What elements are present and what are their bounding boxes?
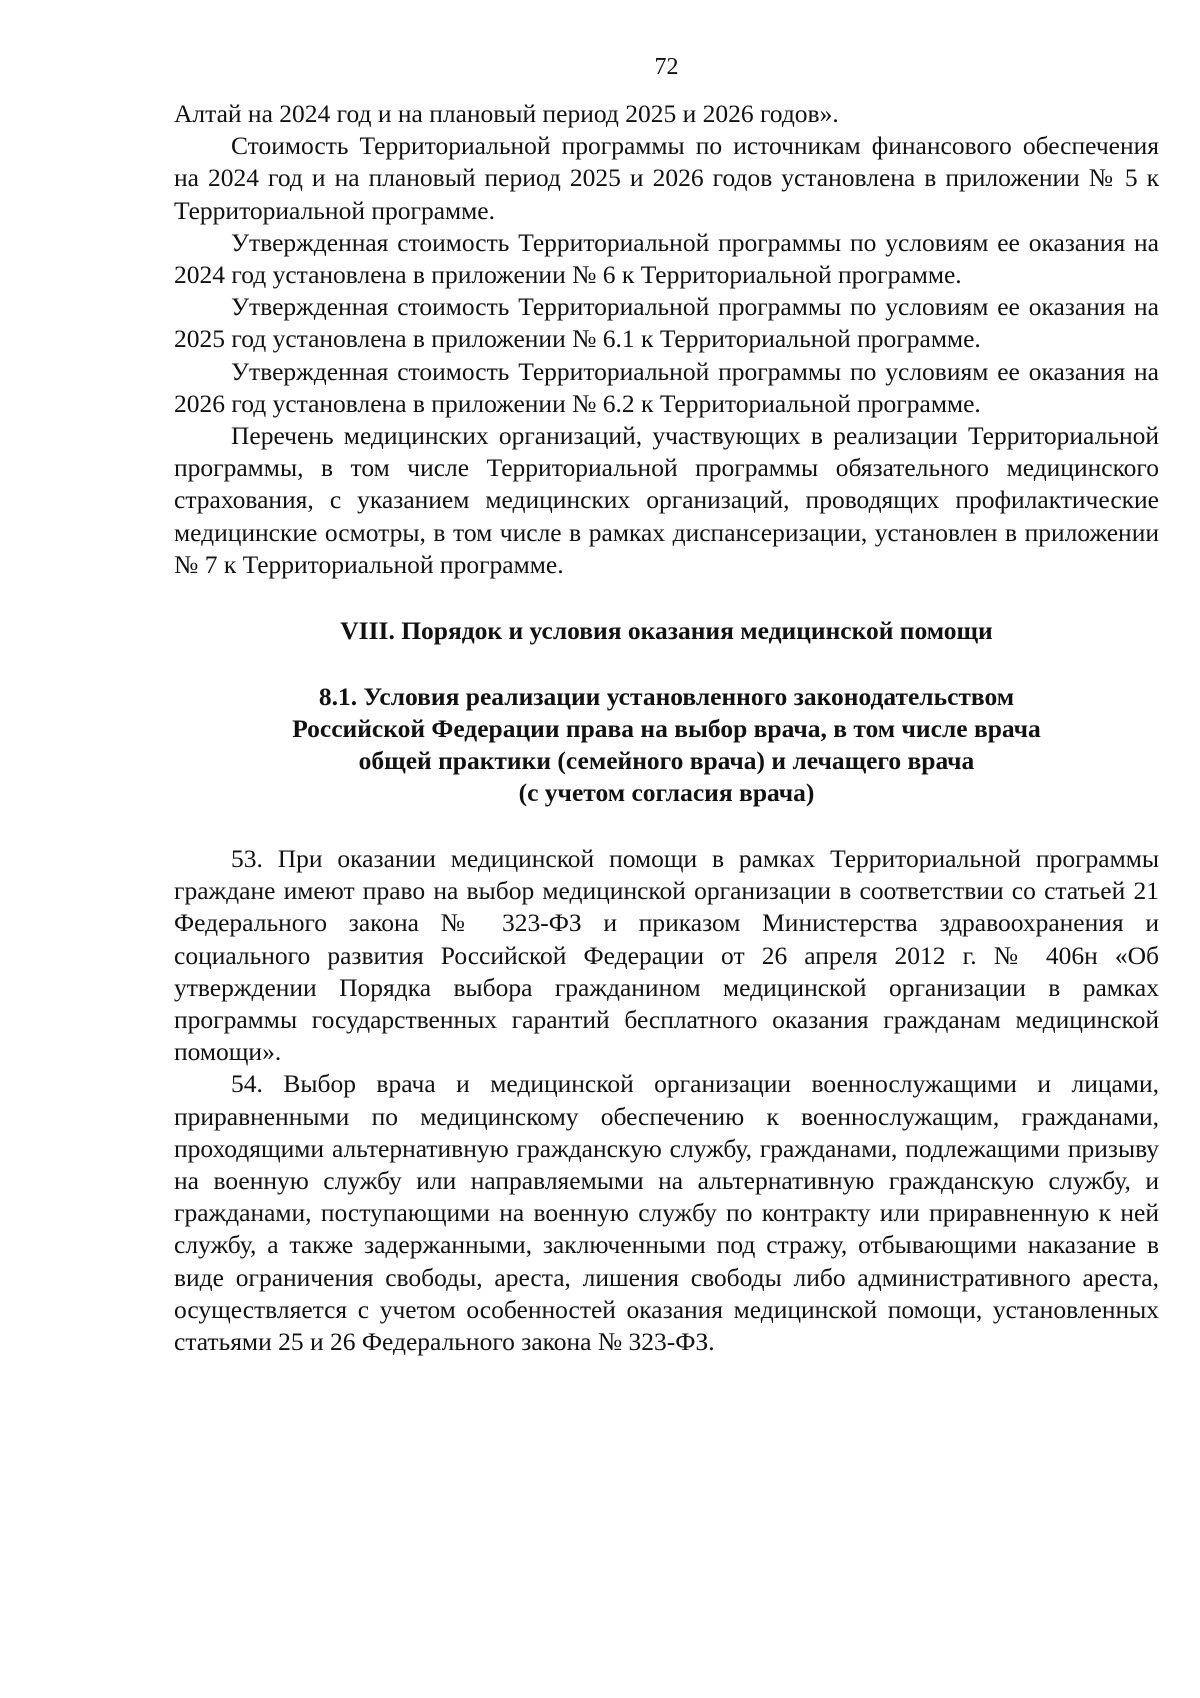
text-block-bottom bbox=[174, 843, 1159, 1358]
text-block-top bbox=[174, 98, 1159, 581]
paragraph-cost-2026: Утвержденная стоимость Территориальной программы по условиям ее оказания на 2026 год установлена в приложении № 6.2 к Территориальной программе. bbox=[174, 356, 1159, 418]
document-page bbox=[174, 52, 1159, 1358]
paragraph-item-54: 54. Выбор врача и медицинской организации военнослужащими и лицами, приравненными по медицинскому обеспечению к военнослужащим, гражданами, проходящими альтернативную гражданскую службу, гражданами, подлежащими призыву на военную службу или направляемыми на альтернативную гражданскую службу, и гражданами, поступающими на военную службу по контракту или приравненную к ней службу, а также задержанными, заключенными под стражу, отбывающими наказание в виде ограничения свободы, ареста, лишения свободы либо административного ареста, осуществляется с учетом особенностей оказания медицинской помощи, установленных статьями 25 и 26 Федерального закона № 323-ФЗ. bbox=[174, 1069, 1159, 1357]
paragraph-cost-sources: Стоимость Территориальной программы по источникам финансового обеспечения на 2024 год и на плановый период 2025 и 2026 годов установлена в приложении № 5 к Территориальной программе. bbox=[174, 131, 1159, 225]
subsection-title-line: общей практики (семейного врача) и лечащего врача bbox=[358, 746, 975, 776]
subsection-title-line: (с учетом согласия врача) bbox=[518, 778, 815, 808]
paragraph-continuation: Алтай на 2024 год и на плановый период 2025 и 2026 годов». bbox=[174, 99, 839, 128]
paragraph-item-53: 53. При оказании медицинской помощи в рамках Территориальной программы граждане имеют право на выбор медицинской организации в соответствии со статьей 21 Федерального закона № 323-ФЗ и приказом Министерства здравоохранения и социального развития Российской Федерации от 26 апреля 2012 г. № 406н «Об утверждении Порядка выбора гражданином медицинской организации в рамках программы государственных гарантий бесплатного оказания гражданам медицинской помощи». bbox=[174, 844, 1159, 1067]
subsection-title-line: Российской Федерации права на выбор врача, в том числе врача bbox=[292, 714, 1041, 744]
section-title: VIII. Порядок и условия оказания медицинской помощи bbox=[340, 616, 993, 646]
paragraph-cost-2024: Утвержденная стоимость Территориальной программы по условиям ее оказания на 2024 год установлена в приложении № 6 к Территориальной программе. bbox=[174, 227, 1159, 290]
subsection-title-line: 8.1. Условия реализации установленного законодательством bbox=[318, 682, 1015, 712]
paragraph-cost-2025: Утвержденная стоимость Территориальной программы по условиям ее оказания на 2025 год установлена в приложении № 6.1 к Территориальной программе. bbox=[174, 292, 1159, 354]
page-number: 72 bbox=[654, 54, 679, 80]
subsection-title bbox=[174, 681, 1159, 809]
paragraph-organizations-list: Перечень медицинских организаций, участвующих в реализации Территориальной программы, в том числе Территориальной программы обязательного медицинского страхования, с указанием медицинских организаций, проводящих профилактические медицинские осмотры, в том числе в рамках диспансеризации, установлен в приложении № 7 к Территориальной программе. bbox=[174, 421, 1159, 579]
